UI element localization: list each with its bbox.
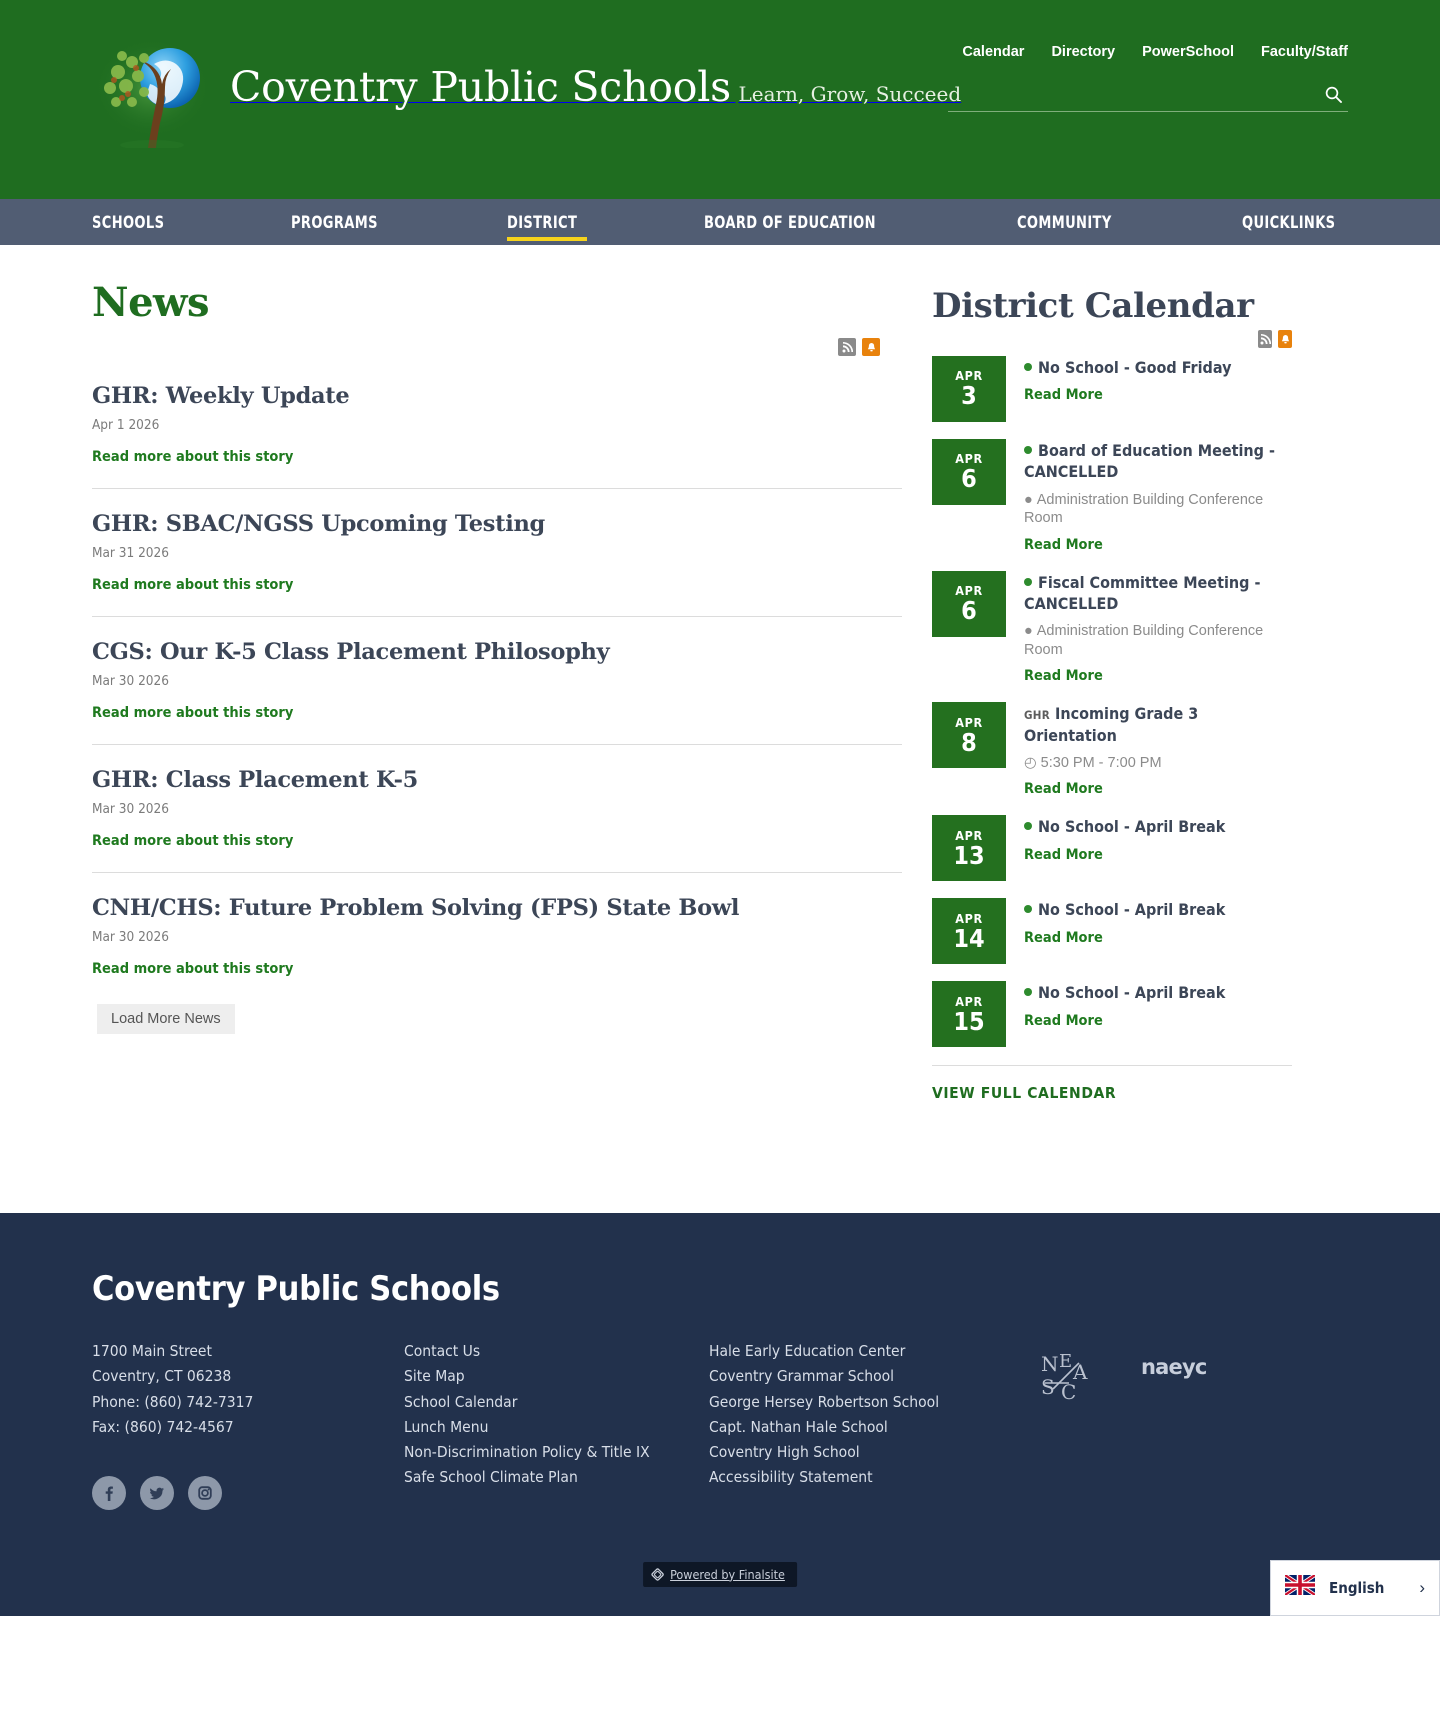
- calendar-event: [932, 439, 1292, 554]
- facebook-icon[interactable]: [92, 1476, 126, 1510]
- twitter-icon[interactable]: [140, 1476, 174, 1510]
- calendar-divider: [932, 1065, 1292, 1066]
- event-read-more[interactable]: Read More: [1024, 536, 1103, 553]
- clock-icon: ◴: [1024, 754, 1037, 771]
- footer-schools-column: [709, 1339, 1039, 1509]
- news-item-date: Mar 30 2026: [92, 673, 169, 689]
- social-links: [92, 1476, 404, 1510]
- nav-item-quicklinks[interactable]: QUICKLINKS: [1241, 212, 1336, 232]
- footer-address-street: 1700 Main Street: [92, 1342, 212, 1361]
- news-feed-icons: [92, 338, 902, 356]
- calendar-title: District Calendar: [932, 286, 1254, 326]
- event-title[interactable]: GHR Incoming Grade 3 Orientation: [1024, 704, 1199, 745]
- news-item-title[interactable]: CGS: Our K-5 Class Placement Philosophy: [92, 639, 610, 665]
- calendar-event-list: [932, 356, 1292, 1047]
- news-item-date: Mar 30 2026: [92, 801, 169, 817]
- view-full-calendar-link[interactable]: VIEW FULL CALENDAR: [932, 1084, 1117, 1103]
- event-day: 13: [953, 840, 985, 870]
- event-day: 6: [961, 464, 977, 494]
- svg-text:N: N: [1041, 1352, 1059, 1377]
- nav-item-board-of-education[interactable]: BOARD OF EDUCATION: [704, 212, 877, 232]
- calendar-event: [932, 981, 1292, 1047]
- utility-nav-powerschool[interactable]: PowerSchool: [1142, 44, 1234, 60]
- tree-globe-logo: [92, 36, 218, 148]
- footer-link-school-calendar[interactable]: School Calendar: [404, 1392, 518, 1411]
- event-day: 6: [961, 596, 977, 625]
- utility-nav-directory[interactable]: Directory: [1051, 44, 1116, 60]
- event-dot-icon: [1024, 578, 1032, 586]
- event-title[interactable]: Fiscal Committee Meeting - CANCELLED: [1024, 572, 1261, 613]
- site-tagline: Learn, Grow, Succeed: [738, 82, 962, 107]
- news-item-read-more[interactable]: Read more about this story: [92, 961, 294, 977]
- footer-link-coventry-grammar-school[interactable]: Coventry Grammar School: [709, 1367, 895, 1386]
- event-dot-icon: [1024, 905, 1032, 913]
- event-dot-icon: [1024, 446, 1032, 454]
- event-date-badge: [932, 898, 1006, 964]
- event-school-badge: GHR: [1024, 708, 1051, 723]
- news-item: [92, 488, 902, 616]
- event-title[interactable]: No School - April Break: [1024, 899, 1292, 920]
- event-title[interactable]: No School - Good Friday: [1024, 357, 1292, 378]
- footer-link-capt-nathan-hale-school[interactable]: Capt. Nathan Hale School: [709, 1417, 888, 1436]
- news-item: [92, 616, 902, 744]
- footer-accreditation-logos: [1039, 1339, 1348, 1509]
- event-date-badge: [932, 702, 1006, 768]
- instagram-icon[interactable]: [188, 1476, 222, 1510]
- svg-text:C: C: [1061, 1380, 1077, 1405]
- event-read-more[interactable]: Read More: [1024, 781, 1103, 798]
- news-item-read-more[interactable]: Read more about this story: [92, 449, 294, 465]
- svg-text:E: E: [1059, 1351, 1073, 1373]
- chevron-right-icon: ›: [1419, 1577, 1425, 1597]
- event-date-badge: [932, 356, 1006, 422]
- powered-by-finalsite-label: Powered by Finalsite: [670, 1566, 785, 1582]
- news-item: [92, 361, 902, 488]
- language-label: English: [1329, 1578, 1385, 1597]
- footer-link-contact-us[interactable]: Contact Us: [404, 1342, 481, 1361]
- footer-title: Coventry Public Schools: [92, 1269, 500, 1310]
- event-month: APR: [955, 583, 983, 598]
- language-selector[interactable]: [1270, 1560, 1440, 1616]
- event-read-more[interactable]: Read More: [1024, 668, 1103, 685]
- event-month: APR: [955, 368, 983, 384]
- footer-link-site-map[interactable]: Site Map: [404, 1367, 465, 1386]
- footer-address-city: Coventry, CT 06238: [92, 1367, 232, 1386]
- news-item-title[interactable]: CNH/CHS: Future Problem Solving (FPS) State Bowl: [92, 895, 740, 921]
- news-item-read-more[interactable]: Read more about this story: [92, 705, 294, 721]
- site-title: Coventry Public Schools: [230, 63, 731, 112]
- event-date-badge: [932, 815, 1006, 881]
- event-read-more[interactable]: Read More: [1024, 846, 1103, 863]
- powered-by-finalsite-badge[interactable]: [643, 1562, 797, 1587]
- news-item: [92, 744, 902, 872]
- district-calendar-section: [902, 279, 1292, 1103]
- event-day: 3: [961, 381, 977, 411]
- event-time: ◴ 5:30 PM - 7:00 PM: [1024, 754, 1162, 771]
- event-title[interactable]: No School - April Break: [1024, 816, 1292, 837]
- load-more-news-button[interactable]: Load More News: [97, 1004, 235, 1034]
- neasc-logo: [1039, 1349, 1107, 1407]
- news-item-title[interactable]: GHR: Weekly Update: [92, 383, 350, 409]
- event-date-badge: [932, 981, 1006, 1047]
- event-dot-icon: [1024, 363, 1032, 371]
- page-title: News: [92, 279, 209, 326]
- page-content: [70, 245, 1370, 1213]
- search-button[interactable]: [1319, 86, 1348, 103]
- news-item-read-more[interactable]: Read more about this story: [92, 833, 294, 849]
- site-logo-link[interactable]: [92, 36, 961, 148]
- event-read-more[interactable]: Read More: [1024, 1012, 1103, 1029]
- news-item-read-more[interactable]: Read more about this story: [92, 577, 294, 593]
- event-day: 14: [953, 923, 985, 953]
- event-dot-icon: [1024, 822, 1032, 830]
- naeyc-logo: naeyc: [1141, 1355, 1207, 1380]
- news-item: [92, 872, 902, 1000]
- event-month: APR: [955, 827, 983, 843]
- nav-item-schools[interactable]: SCHOOLS: [92, 212, 165, 232]
- main-navigation: [0, 199, 1440, 245]
- location-pin-icon: ●﻿: [1024, 623, 1033, 640]
- event-date-badge: [932, 439, 1006, 505]
- event-title[interactable]: Board of Education Meeting - CANCELLED: [1024, 441, 1275, 482]
- svg-text:S: S: [1041, 1375, 1055, 1400]
- search-bar: [948, 78, 1348, 112]
- calendar-event: [932, 702, 1292, 798]
- subscribe-bell-icon[interactable]: [862, 338, 880, 356]
- finalsite-logo-icon: [651, 1568, 664, 1581]
- event-day: 15: [953, 1006, 985, 1036]
- rss-icon[interactable]: [1258, 330, 1272, 348]
- footer-link-lunch-menu[interactable]: Lunch Menu: [404, 1417, 489, 1436]
- utility-nav-calendar[interactable]: Calendar: [962, 44, 1025, 60]
- rss-icon[interactable]: [838, 338, 856, 356]
- utility-nav: [962, 44, 1348, 60]
- footer-link-non-discrimination-policy[interactable]: Non-Discrimination Policy & Title IX: [404, 1442, 650, 1461]
- news-item-date: Mar 31 2026: [92, 545, 169, 561]
- location-pin-icon: ●﻿: [1024, 491, 1033, 508]
- event-read-more[interactable]: Read More: [1024, 387, 1103, 404]
- event-dot-icon: [1024, 988, 1032, 996]
- footer-link-hale-early-education-center[interactable]: Hale Early Education Center: [709, 1342, 906, 1361]
- event-day: 8: [961, 727, 977, 757]
- nav-item-district[interactable]: DISTRICT: [507, 199, 587, 245]
- calendar-event: [932, 356, 1292, 422]
- footer-link-accessibility-statement[interactable]: Accessibility Statement: [709, 1467, 873, 1486]
- footer-phone: Phone: (860) 742-7317: [92, 1392, 254, 1411]
- footer-links-column: [404, 1339, 709, 1509]
- footer-link-coventry-high-school[interactable]: Coventry High School: [709, 1442, 860, 1461]
- event-location: ●﻿Administration Building Conference Room: [1024, 491, 1264, 527]
- news-section: [92, 279, 902, 1034]
- calendar-event: [932, 571, 1292, 686]
- event-month: APR: [955, 451, 983, 467]
- event-location: ●﻿Administration Building Conference Room: [1024, 623, 1264, 658]
- calendar-event: [932, 898, 1292, 964]
- footer-link-safe-school-climate-plan[interactable]: Safe School Climate Plan: [404, 1467, 578, 1486]
- event-month: APR: [955, 910, 983, 926]
- news-item-title[interactable]: GHR: SBAC/NGSS Upcoming Testing: [92, 511, 545, 537]
- event-month: APR: [955, 993, 983, 1009]
- footer-fax: Fax: (860) 742-4567: [92, 1417, 234, 1436]
- event-month: APR: [955, 714, 983, 730]
- search-icon: [1325, 86, 1342, 103]
- utility-nav-faculty-staff[interactable]: Faculty/Staff: [1260, 44, 1348, 60]
- news-list: [92, 361, 902, 1000]
- nav-item-community[interactable]: COMMUNITY: [1017, 212, 1112, 232]
- subscribe-bell-icon[interactable]: [1278, 330, 1292, 348]
- event-date-badge: [932, 571, 1006, 637]
- uk-flag-icon: [1285, 1575, 1315, 1600]
- footer-address-column: [92, 1339, 404, 1509]
- news-item-date: Apr 1 2026: [92, 417, 160, 433]
- nav-item-programs[interactable]: PROGRAMS: [291, 212, 379, 232]
- event-title[interactable]: No School - April Break: [1024, 982, 1292, 1003]
- site-footer: [0, 1213, 1440, 1549]
- calendar-feed-icons: [1258, 330, 1292, 348]
- svg-text:A: A: [1073, 1360, 1088, 1385]
- event-read-more[interactable]: Read More: [1024, 929, 1103, 946]
- footer-link-george-hersey-robertson-school[interactable]: George Hersey Robertson School: [709, 1392, 940, 1411]
- search-input[interactable]: [948, 87, 1319, 103]
- news-item-date: Mar 30 2026: [92, 929, 169, 945]
- calendar-event: [932, 815, 1292, 881]
- bottom-bar: [0, 1550, 1440, 1616]
- site-header: [0, 0, 1440, 199]
- news-item-title[interactable]: GHR: Class Placement K-5: [92, 767, 418, 793]
